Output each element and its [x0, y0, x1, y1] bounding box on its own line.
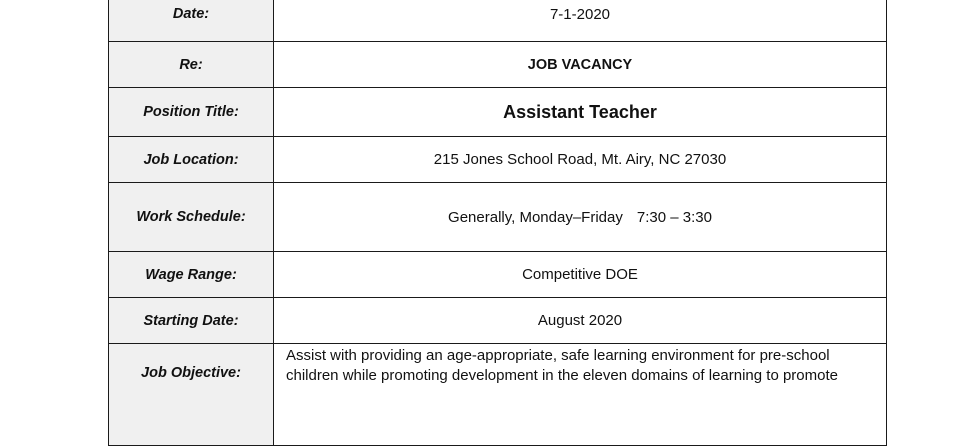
location-label: Job Location:: [109, 137, 274, 183]
location-value: 215 Jones School Road, Mt. Airy, NC 27030: [274, 137, 887, 183]
re-row: [109, 42, 887, 88]
schedule-row: [109, 183, 887, 252]
starting-label: Starting Date:: [109, 298, 274, 344]
objective-line-2: children while promoting development in the eleven domains of learning to promote: [286, 367, 838, 384]
objective-row: [109, 344, 887, 446]
date-label: Date:: [109, 0, 274, 42]
wage-row: [109, 252, 887, 298]
date-row: [109, 0, 887, 42]
location-row: [109, 137, 887, 183]
schedule-hours: 7:30 – 3:30: [636, 208, 712, 226]
schedule-value: [274, 183, 887, 252]
job-vacancy-document: [108, 0, 888, 446]
date-value: 7-1-2020: [274, 0, 887, 42]
position-value: Assistant Teacher: [274, 88, 887, 137]
position-label: Position Title:: [109, 88, 274, 137]
schedule-label: Work Schedule:: [109, 183, 274, 252]
position-row: [109, 88, 887, 137]
starting-value: August 2020: [274, 298, 887, 344]
objective-line-1: Assist with providing an age-appropriate, safe learning environment for pre-school: [286, 347, 830, 364]
starting-row: [109, 298, 887, 344]
schedule-days: Generally, Monday–Friday: [448, 208, 623, 226]
re-label: Re:: [109, 42, 274, 88]
objective-label: Job Objective:: [109, 344, 274, 446]
job-details-table: [108, 0, 887, 446]
wage-label: Wage Range:: [109, 252, 274, 298]
objective-value: [274, 344, 887, 446]
re-value: JOB VACANCY: [274, 42, 887, 88]
wage-value: Competitive DOE: [274, 252, 887, 298]
